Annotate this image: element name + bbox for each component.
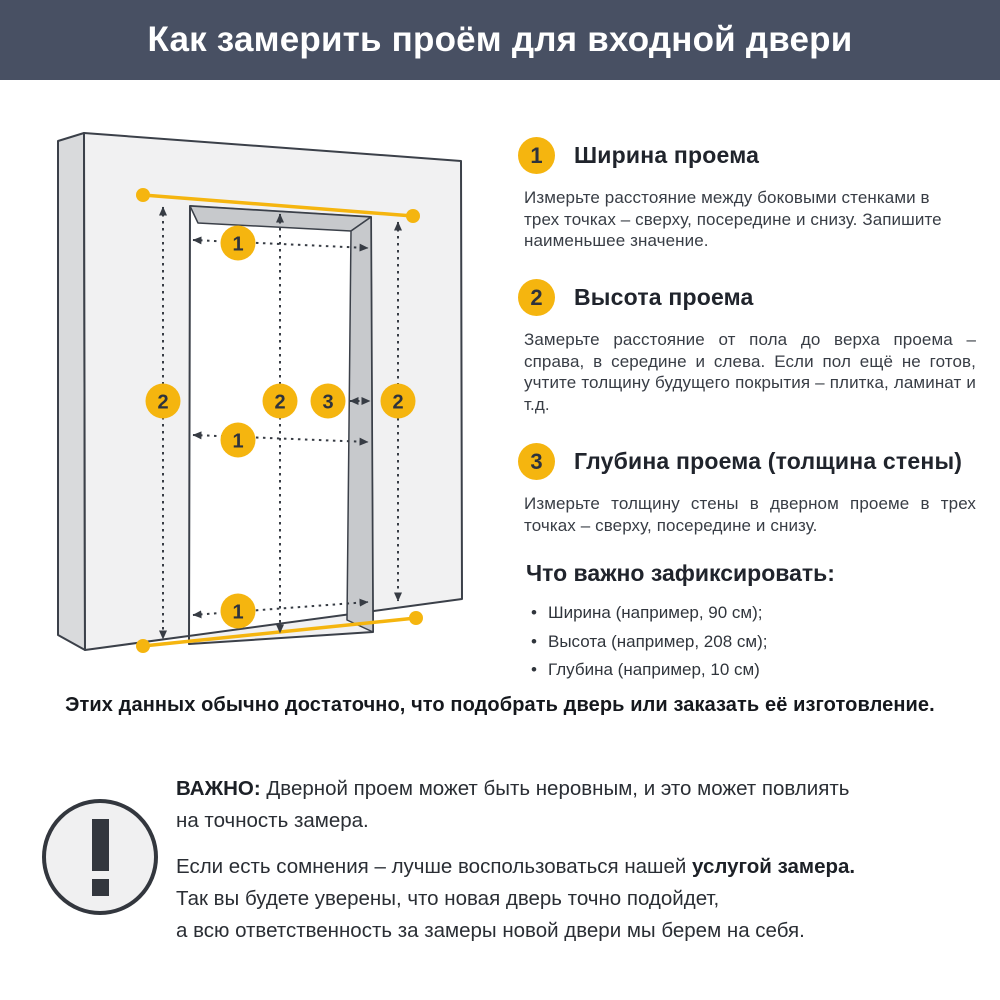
exclamation-icon [42,799,158,915]
notice-important-label: ВАЖНО: [176,777,261,800]
notice-advice-paragraph [176,851,976,947]
step-3-badge: 3 [518,443,555,480]
measure-badge-label: 2 [392,391,404,414]
wall-side-face [58,133,85,650]
checklist-item: • Высота (например, 208 см); [526,628,966,657]
notice-section [176,773,976,947]
notice-advice-line2: Так вы будете уверены, что новая дверь точно подойдет, [176,887,720,910]
measure-badge-label: 2 [157,391,169,414]
header-banner [0,0,1000,80]
measure-badge-label: 3 [322,391,334,414]
exclamation-dot [92,879,109,896]
step-3-body: Измерьте толщину стены в дверном проеме в трех точках – сверху, посередине и снизу. [524,494,976,535]
step-3-section [518,443,980,536]
notice-advice-prefix: Если есть сомнения – лучше воспользоваться нашей [176,855,693,878]
step-2-title: Высота проема [574,284,754,310]
step-3-header [518,443,980,480]
step-2-header [518,279,980,316]
step-1-section [518,137,980,252]
page-title: Как замерить проём для входной двери [147,20,853,59]
notice-important-line1: Дверной проем может быть неровным, и это может повлиять [266,777,850,800]
notice-important-line2: на точность замера. [176,809,369,832]
measure-badge-label: 1 [232,601,244,624]
checklist-title: Что важно зафиксировать: [526,560,835,586]
measure-badge-label: 1 [232,233,244,256]
step-2-badge: 2 [518,279,555,316]
checklist-item: • Ширина (например, 90 см); [526,599,966,628]
measure-badge-label: 1 [232,430,244,453]
notice-important-paragraph [176,773,976,837]
checklist-section [526,560,966,685]
checklist-list [526,599,966,685]
step-1-body: Измерьте расстояние между боковыми стенками в трех точках – сверху, посередине и снизу. Запишите наименьшее значение. [524,188,942,250]
reference-dot [406,209,420,223]
reference-dot [136,188,150,202]
reference-dot [136,639,150,653]
reference-dot [409,611,423,625]
step-1-badge: 1 [518,137,555,174]
opening-right-reveal [347,217,373,632]
step-2-body: Замерьте расстояние от пола до верха проема – справа, в середине и слева. Если пол ещё не готов, учтите толщину будущего покрытия – плитка, ламинат и т.д. [524,330,976,414]
step-1-title: Ширина проема [574,142,760,168]
checklist-item: • Глубина (например, 10 см) [526,656,966,685]
notice-advice-line3: а всю ответственность за замеры новой двери мы берем на себя. [176,919,805,942]
step-1-header [518,137,980,174]
step-3-title: Глубина проема (толщина стены) [574,448,963,474]
exclamation-bar [92,819,109,871]
step-2-section [518,279,980,415]
measure-badge-label: 2 [274,391,286,414]
doorway-measurement-diagram [20,113,500,688]
notice-advice-bold: услугой замера. [692,855,856,878]
summary-text: Этих данных обычно достаточно, что подобрать дверь или заказать её изготовление. [65,694,935,716]
